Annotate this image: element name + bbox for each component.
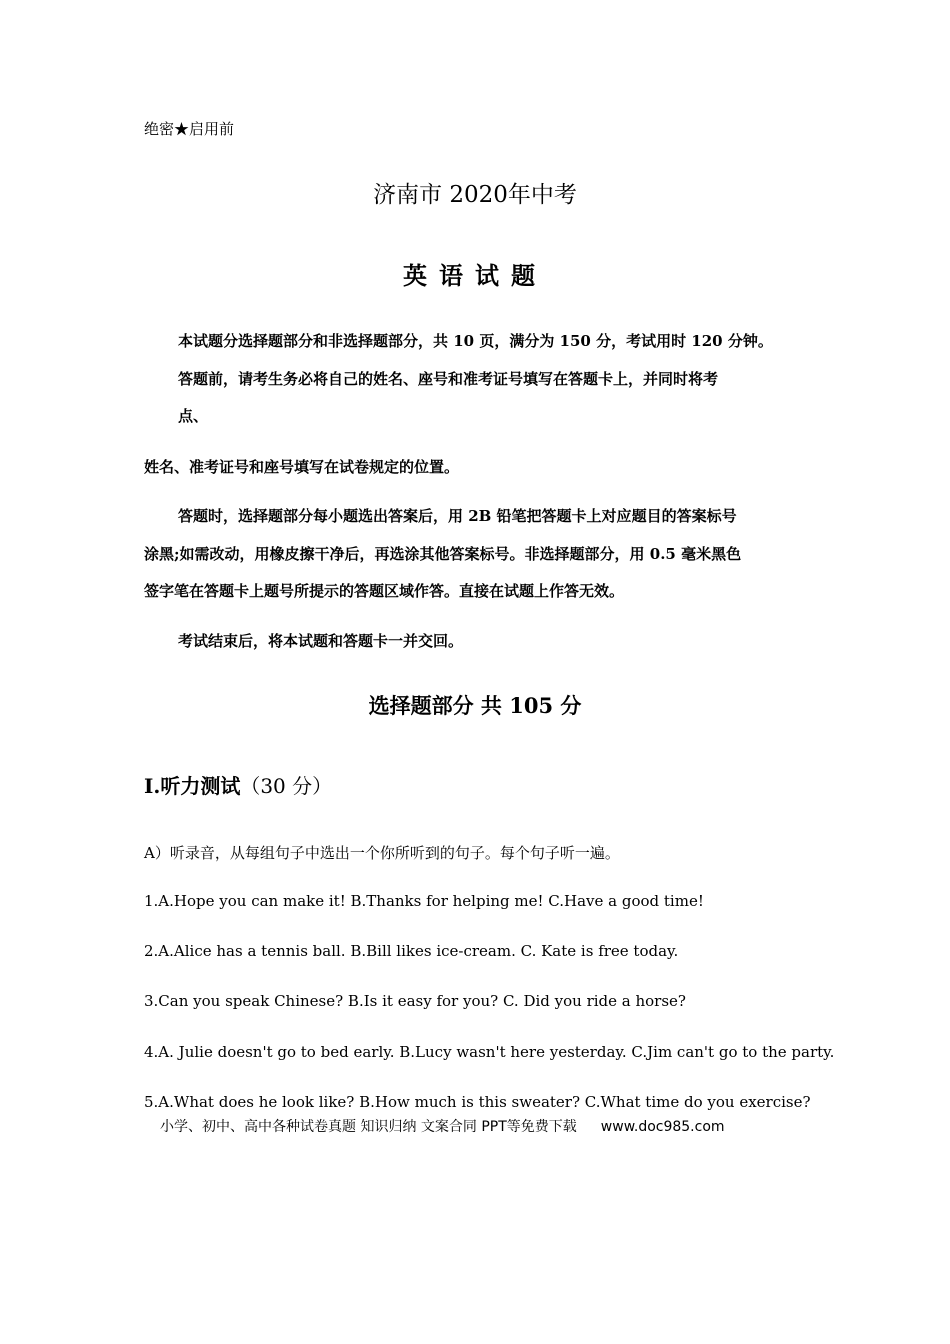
part-score: （30 分） — [240, 774, 333, 798]
subject-title: 英语试题 — [403, 261, 547, 290]
instruction-line: 本试题分选择题部分和非选择题部分，共 10 页，满分为 150 分，考试用时 120 分钟。 — [178, 332, 773, 350]
instruction-line: 签字笔在答题卡上题号所提示的答题区域作答。直接在试题上作答无效。 — [144, 582, 625, 600]
instruction-line: 答题前，请考生务必将自己的姓名、座号和准考证号填写在答题卡上，并同时将考 — [178, 370, 719, 388]
instruction-line: 考试结束后，将本试题和答题卡一并交回。 — [178, 632, 464, 650]
confidential-label: 绝密★启用前 — [144, 120, 235, 138]
section-heading: 选择题部分 共 105 分 — [368, 693, 582, 718]
instruction-line: 涂黑;如需改动，用橡皮擦干净后，再选涂其他答案标号。非选择题部分，用 0.5 毫米黑色 — [144, 545, 742, 563]
exam-title: 济南市 2020年中考 — [373, 182, 577, 208]
question-item: 1.A.Hope you can make it! B.Thanks for helping me! C.Have a good time! — [144, 892, 704, 910]
question-item: 2.A.Alice has a tennis ball. B.Bill likes ice-cream. C. Kate is free today. — [144, 942, 679, 960]
question-item: 3.Can you speak Chinese? B.Is it easy for you? C. Did you ride a horse? — [144, 992, 686, 1010]
part-label: I.听力测试 — [144, 774, 241, 798]
part-heading — [144, 770, 332, 799]
question-item: 5.A.What does he look like? B.How much is this sweater? C.What time do you exercise? — [144, 1093, 811, 1111]
footer-text: 小学、初中、高中各种试卷真题 知识归纳 文案合同 PPT等免费下载 — [160, 1119, 577, 1135]
instruction-line: 点、 — [178, 407, 209, 425]
question-item: 4.A. Julie doesn't go to bed early. B.Lucy wasn't here yesterday. C.Jim can't go to the party. — [144, 1043, 835, 1061]
footer — [160, 1116, 725, 1136]
instruction-line: 答题时，选择题部分每小题选出答案后，用 2B 铅笔把答题卡上对应题目的答案标号 — [178, 507, 737, 525]
footer-url[interactable]: www.doc985.com — [600, 1119, 725, 1135]
listening-instruction: A）听录音，从每组句子中选出一个你所听到的句子。每个句子听一遍。 — [144, 844, 620, 862]
instruction-line: 姓名、准考证号和座号填写在试卷规定的位置。 — [144, 458, 460, 476]
